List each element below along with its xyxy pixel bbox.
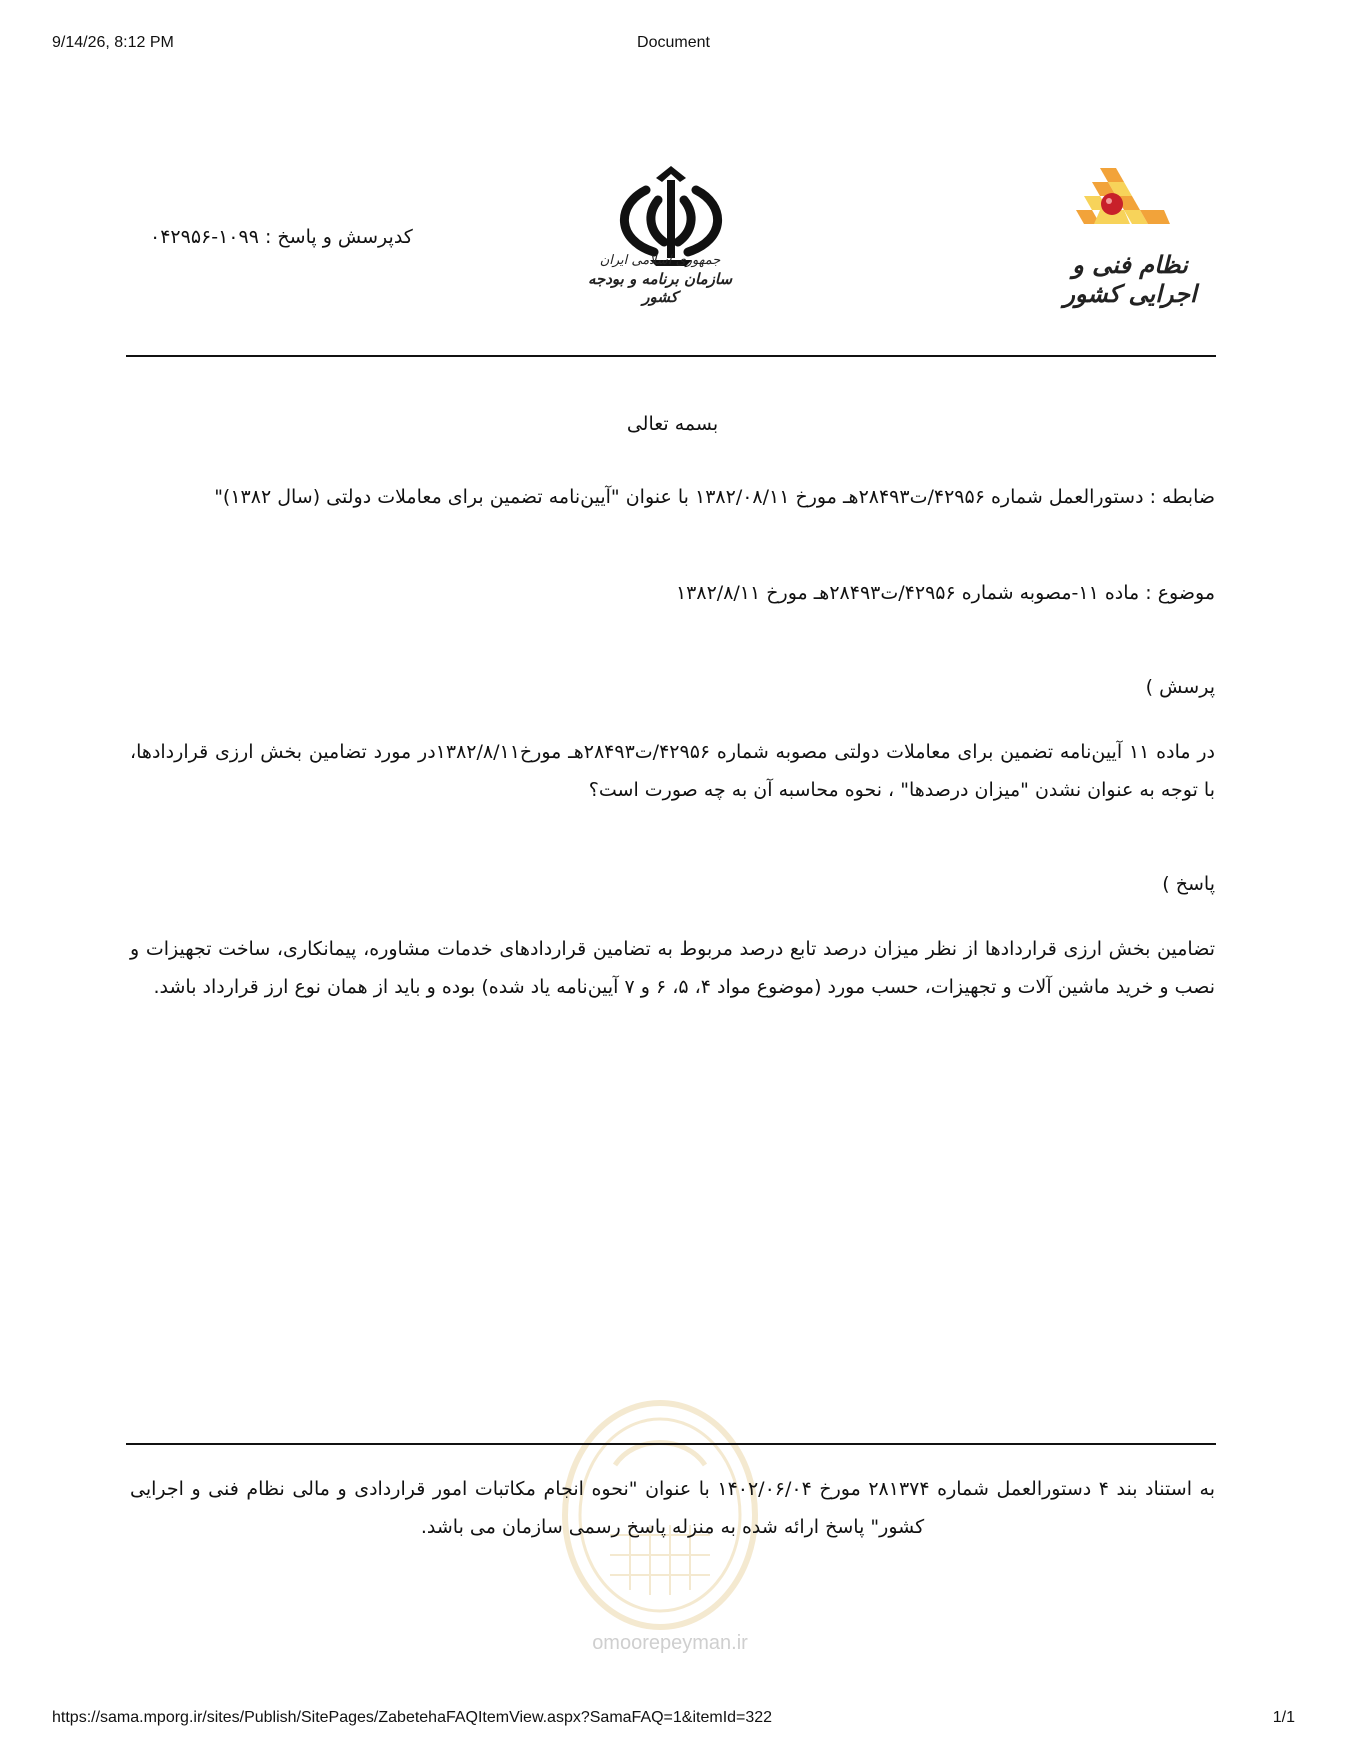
header-divider (126, 355, 1216, 357)
footer-note: به استناد بند ۴ دستورالعمل شماره ۲۸۱۳۷۴ مورخ ۱۴۰۲/۰۶/۰۴ با عنوان "نحوه انجام مکاتبات امور قراردادی و مالی نظام فنی و اجرایی کشور" پاسخ ارائه شده به منزله پاسخ رسمی سازمان می باشد. (130, 1478, 1215, 1538)
answer-text: تضامین بخش ارزی قراردادها از نظر میزان درصد تابع درصد مربوط به تضامین قراردادهای خدمات مشاوره، پیمانکاری، ساخت تجهیزات و نصب و خرید ماشین آلات و تجهیزات، حسب مورد (موضوع مواد ۴، ۵، ۶ و ۷ آیین‌نامه یاد شده) بوده و باید از همان نوع ارز قرارداد باشد. (130, 938, 1215, 998)
question-text: در ماده ۱۱ آیین‌نامه تضمین برای معاملات دولتی مصوبه شماره ۴۲۹۵۶/ت۲۸۴۹۳هـ مورخ۱۳۸۲/۸/۱۱در مورد تضامین بخش ارزی قراردادها، با توجه به عنوان نشدن "میزان درصدها" ، نحوه محاسبه آن به چه صورت است؟ (130, 741, 1215, 801)
emblem-line-2: سازمان برنامه و بودجه کشور (587, 270, 733, 306)
basmala: بسمه تعالی (626, 413, 719, 435)
question-code: کدپرسش و پاسخ : ۱۰۹۹-۰۴۲۹۵۶ (150, 226, 413, 248)
print-footer (0, 1709, 1347, 1733)
print-url: https://sama.mporg.ir/sites/Publish/SitePages/ZabetehaFAQItemView.aspx?SamaFAQ=1&itemId=322 (52, 1709, 773, 1726)
subject-line: موضوع : ماده ۱۱-مصوبه شماره ۴۲۹۵۶/ت۲۸۴۹۳هـ مورخ ۱۳۸۲/۸/۱۱ (675, 582, 1215, 604)
footer-divider (126, 1443, 1216, 1445)
regulation-line: ضابطه : دستورالعمل شماره ۴۲۹۵۶/ت۲۸۴۹۳هـ مورخ ۱۳۸۲/۰۸/۱۱ با عنوان "آیین‌نامه تضمین برای معاملات دولتی (سال ۱۳۸۲)" (214, 486, 1215, 508)
emblem-line-1: جمهوری اسلامی ایران (599, 253, 721, 268)
print-title: Document (637, 34, 710, 51)
print-datetime: 9/14/26, 8:12 PM (52, 34, 174, 51)
print-header (0, 34, 1347, 58)
org-logo-icon (1060, 164, 1190, 244)
org-name: نظام فنی و اجرایی کشور (1063, 250, 1197, 308)
emblem-caption (580, 252, 740, 306)
question-label: پرسش ) (1145, 676, 1215, 698)
answer-label: پاسخ ) (1162, 873, 1215, 895)
print-page-number: 1/1 (1272, 1709, 1295, 1726)
watermark-site: omoorepeyman.ir (592, 1632, 748, 1654)
